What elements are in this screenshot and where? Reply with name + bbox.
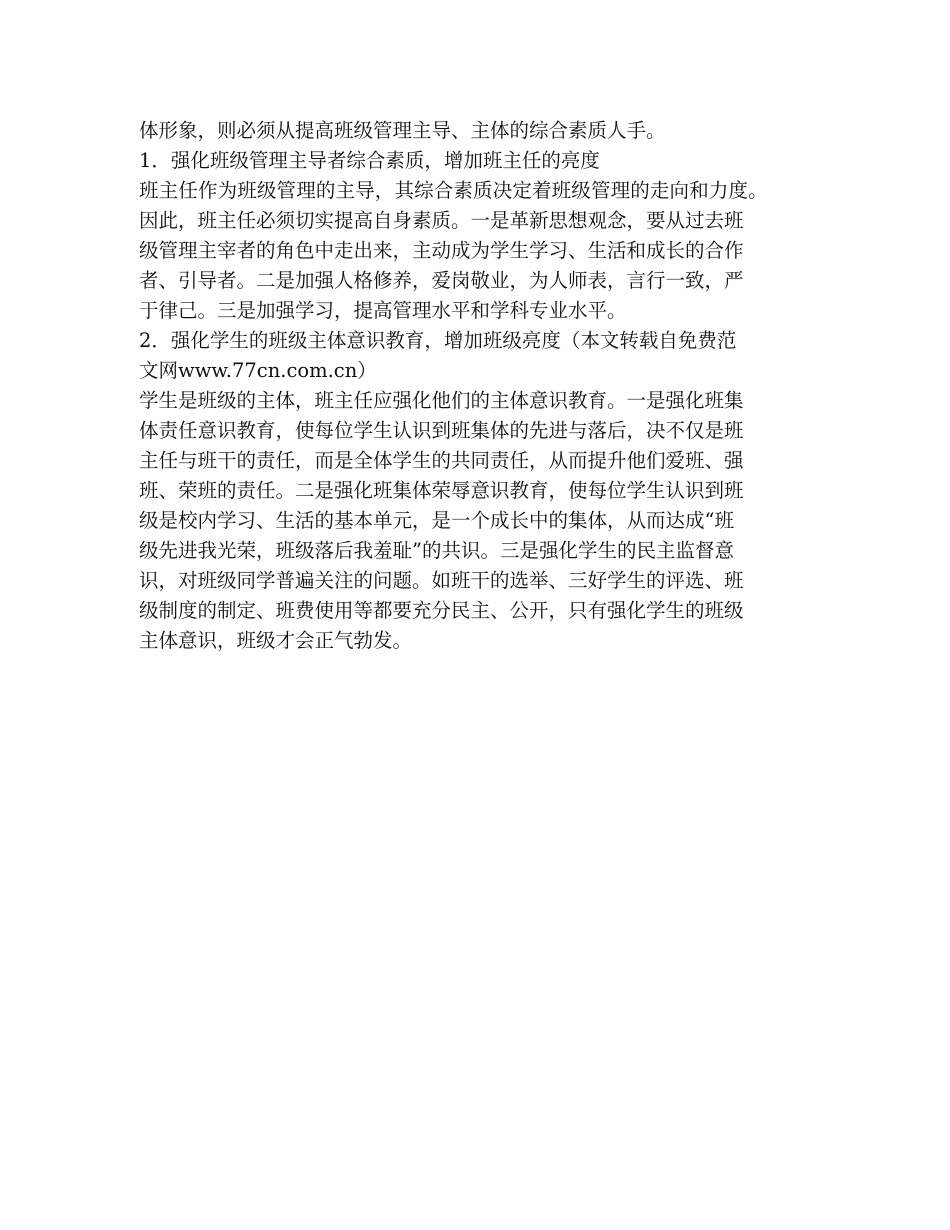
text-line: 体形象，则必须从提高班级管理主导、主体的综合素质人手。 bbox=[139, 119, 666, 142]
body-text bbox=[139, 116, 829, 656]
section-heading-2-continued: 文网www.77cn.com.cn） bbox=[139, 359, 377, 382]
text-line: 级先进我光荣，班级落后我羞耻”的共识。三是强化学生的民主监督意 bbox=[139, 539, 734, 562]
text-line: 识，对班级同学普遍关注的问题。如班干的选举、三好学生的评选、班 bbox=[139, 569, 744, 592]
text-line: 因此，班主任必须切实提高自身素质。一是革新思想观念，要从过去班 bbox=[139, 209, 744, 232]
text-line: 者、引导者。二是加强人格修养，爱岗敬业，为人师表，言行一致，严 bbox=[139, 269, 744, 292]
text-line: 于律己。三是加强学习，提高管理水平和学科专业水平。 bbox=[139, 299, 627, 322]
text-line: 级管理主宰者的角色中走出来，主动成为学生学习、生活和成长的合作 bbox=[139, 239, 744, 262]
text-line: 体责任意识教育，使每位学生认识到班集体的先进与落后，决不仅是班 bbox=[139, 419, 744, 442]
text-line: 级制度的制定、班费使用等都要充分民主、公开，只有强化学生的班级 bbox=[139, 599, 744, 622]
text-line: 级是校内学习、生活的基本单元，是一个成长中的集体，从而达成“班 bbox=[139, 509, 734, 532]
text-line: 主任与班干的责任，而是全体学生的共同责任，从而提升他们爱班、强 bbox=[139, 449, 744, 472]
section-heading-1: 1．强化班级管理主导者综合素质，增加班主任的亮度 bbox=[139, 149, 600, 172]
text-line: 班、荣班的责任。二是强化班集体荣辱意识教育，使每位学生认识到班 bbox=[139, 479, 744, 502]
text-line: 班主任作为班级管理的主导，其综合素质决定着班级管理的走向和力度。 bbox=[139, 179, 768, 202]
section-heading-2: 2．强化学生的班级主体意识教育，增加班级亮度（本文转载自免费范 bbox=[139, 329, 737, 352]
text-line: 学生是班级的主体，班主任应强化他们的主体意识教育。一是强化班集 bbox=[139, 389, 744, 412]
text-line: 主体意识，班级才会正气勃发。 bbox=[139, 629, 413, 652]
